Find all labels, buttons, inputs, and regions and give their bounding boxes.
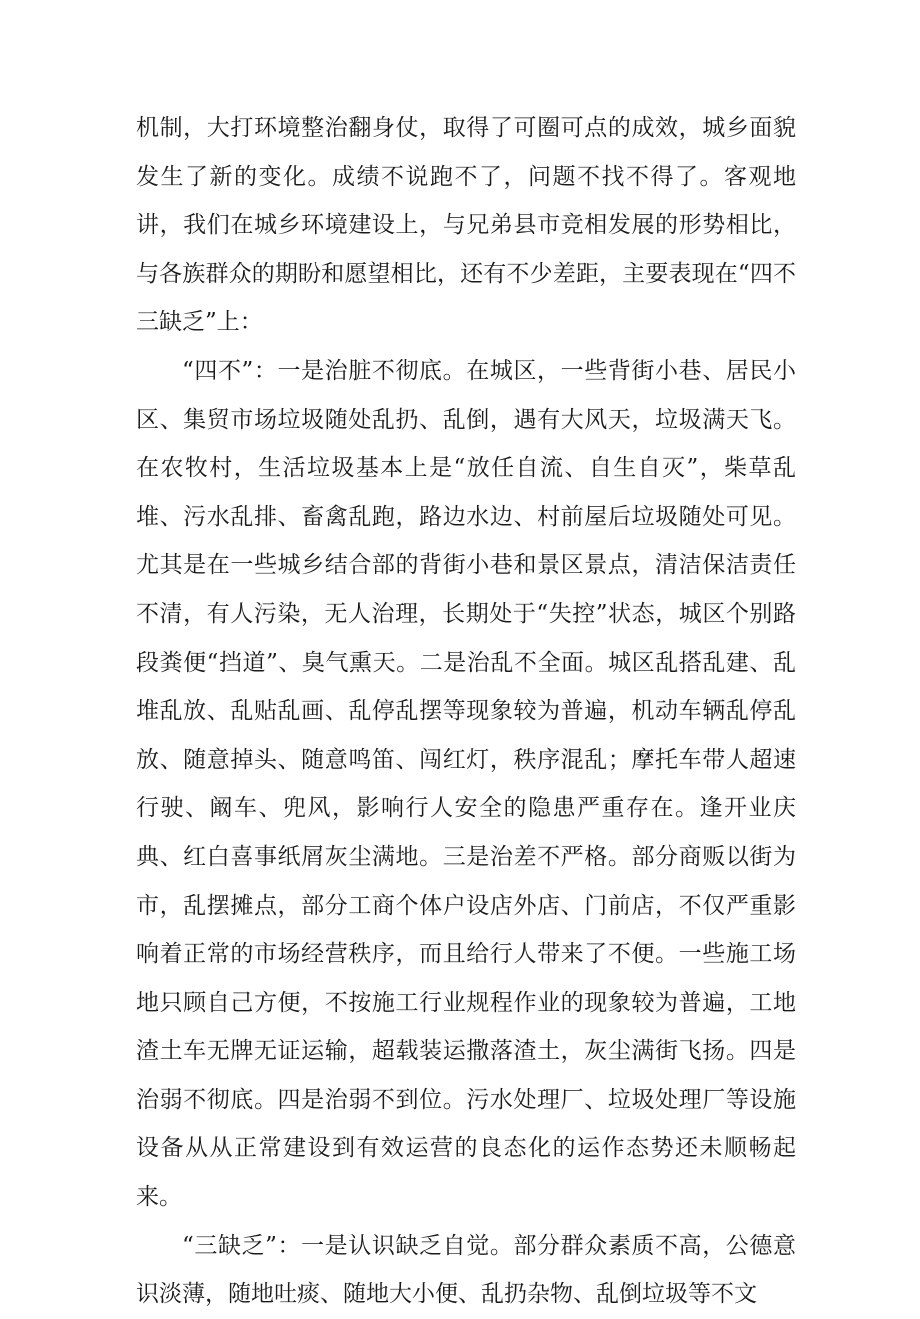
document-body xyxy=(136,104,796,1319)
paragraph-four-nots: “四不”：一是治脏不彻底。在城区，一些背街小巷、居民小区、集贸市场垃圾随处乱扔、乱倒，遇有大风天，垃圾满天飞。在农牧村，生活垃圾基本上是“放任自流、自生自灭”，柴草乱堆、污水乱排、畜禽乱跑，路边水边、村前屋后垃圾随处可见。尤其是在一些城乡结合部的背街小巷和景区景点，清洁保洁责任不清，有人污染，无人治理，长期处于“失控”状态，城区个别路段粪便“挡道”、臭气熏天。二是治乱不全面。城区乱搭乱建、乱堆乱放、乱贴乱画、乱停乱摆等现象较为普遍，机动车辆乱停乱放、随意掉头、随意鸣笛、闯红灯，秩序混乱；摩托车带人超速行驶、阚车、兜风，影响行人安全的隐患严重存在。逢开业庆典、红白喜事纸屑灰尘满地。三是治差不严格。部分商贩以街为市，乱摆摊点，部分工商个体户设店外店、门前店，不仅严重影响着正常的市场经营秩序，而且给行人带来了不便。一些施工场地只顾自己方便，不按施工行业规程作业的现象较为普遍，工地渣土车无牌无证运输，超载装运撒落渣土，灰尘满街飞扬。四是治弱不彻底。四是治弱不到位。污水处理厂、垃圾处理厂等设施设备从从正常建设到有效运营的良态化的运作态势还未顺畅起来。 xyxy=(136,357,796,1211)
paragraph-intro-continuation: 机制，大打环境整治翻身仗，取得了可圈可点的成效，城乡面貌发生了新的变化。成绩不说跑不了，问题不找不得了。客观地讲，我们在城乡环境建设上，与兄弟县市竞相发展的形势相比，与各族群众的期盼和愿望相比，还有不少差距，主要表现在“四不三缺乏”上： xyxy=(136,115,796,336)
paragraph-three-lacks: “三缺乏”：一是认识缺乏自觉。部分群众素质不高，公德意识淡薄，随地吐痰、随地大小便、乱扔杂物、乱倒垃圾等不文 xyxy=(136,1232,796,1308)
